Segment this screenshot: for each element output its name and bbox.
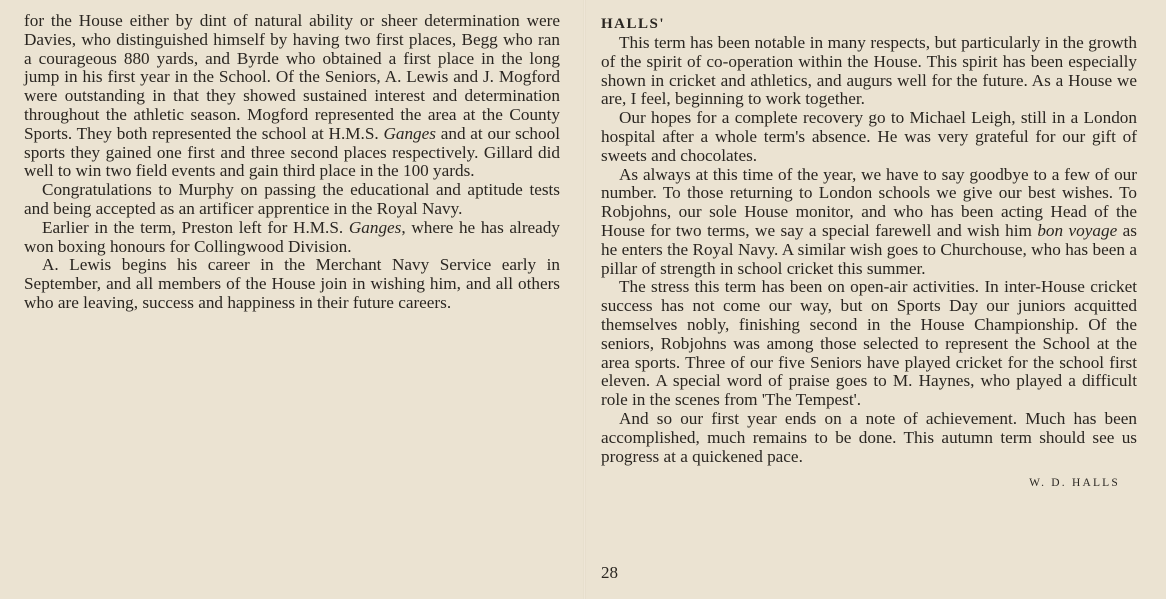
signature: W. D. HALLS	[1029, 477, 1120, 490]
paragraph-achievement: And so our first year ends on a note of achievement. Much has been accomplished, much remains to be done. This autumn term should see us progress at a quickened pace.	[601, 408, 1137, 466]
page-gutter	[583, 0, 586, 599]
left-column	[24, 12, 560, 313]
paragraph-goodbye: As always at this time of the year, we have to say goodbye to a few of our number. To those returning to London schools we give our best wishes. To Robjohns, our sole House monitor, and who has been acting Head of the House for two terms, we say a special farewell and wish him bon voyage as he enters the Royal Navy. A similar wish goes to Churchouse, who has been a pillar of strength in school cricket this summer.	[601, 164, 1137, 278]
paragraph-athletics: for the House either by dint of natural ability or sheer determination were Davies, who distinguished himself by having two first places, Begg who ran a courageous 880 yards, and Byrde who obtained a first place in the long jump in his first year in the School. Of the Seniors, A. Lewis and J. Mogford were outstanding in that they showed sustained interest and determination throughout the athletic season. Mogford represented the area at the County Sports. They both represented the school at H.M.S. Ganges and at our school sports they gained one first and three second places respectively. Gillard did well to win two field events and gain third place in the 100 yards.	[24, 11, 560, 181]
paragraph-lewis: A. Lewis begins his career in the Merchant Navy Service early in September, and all members of the House join in wishing him, and all others who are leaving, success and happiness in their future careers.	[24, 255, 560, 312]
section-heading: HALLS'	[601, 16, 666, 32]
paragraph-preston: Earlier in the term, Preston left for H.M.S. Ganges, where he has already won boxing honours for Collingwood Division.	[24, 217, 560, 256]
right-column	[601, 14, 1137, 493]
page-number: 28	[601, 563, 618, 582]
paragraph-leigh: Our hopes for a complete recovery go to Michael Leigh, still in a London hospital after a whole term's absence. He was very grateful for our gift of sweets and chocolates.	[601, 108, 1137, 165]
paragraph-murphy: Congratulations to Murphy on passing the educational and aptitude tests and being accepted as an artificer apprentice in the Royal Navy.	[24, 180, 560, 218]
paragraph-open-air: The stress this term has been on open-air activities. In inter-House cricket success has not come our way, but on Sports Day our juniors acquitted themselves nobly, finishing second in the House Championship. Of the seniors, Robjohns was among those selected to represent the School at the area sports. Three of our five Seniors have played cricket for the school first eleven. A special word of praise goes to M. Haynes, who played a difficult role in the scenes from 'The Tempest'.	[601, 277, 1137, 410]
paragraph-cooperation: This term has been notable in many respects, but particularly in the growth of the spirit of co-operation within the House. This spirit has been especially shown in cricket and athletics, and augurs well for the future. As a House we are, I feel, beginning to work together.	[601, 33, 1137, 109]
